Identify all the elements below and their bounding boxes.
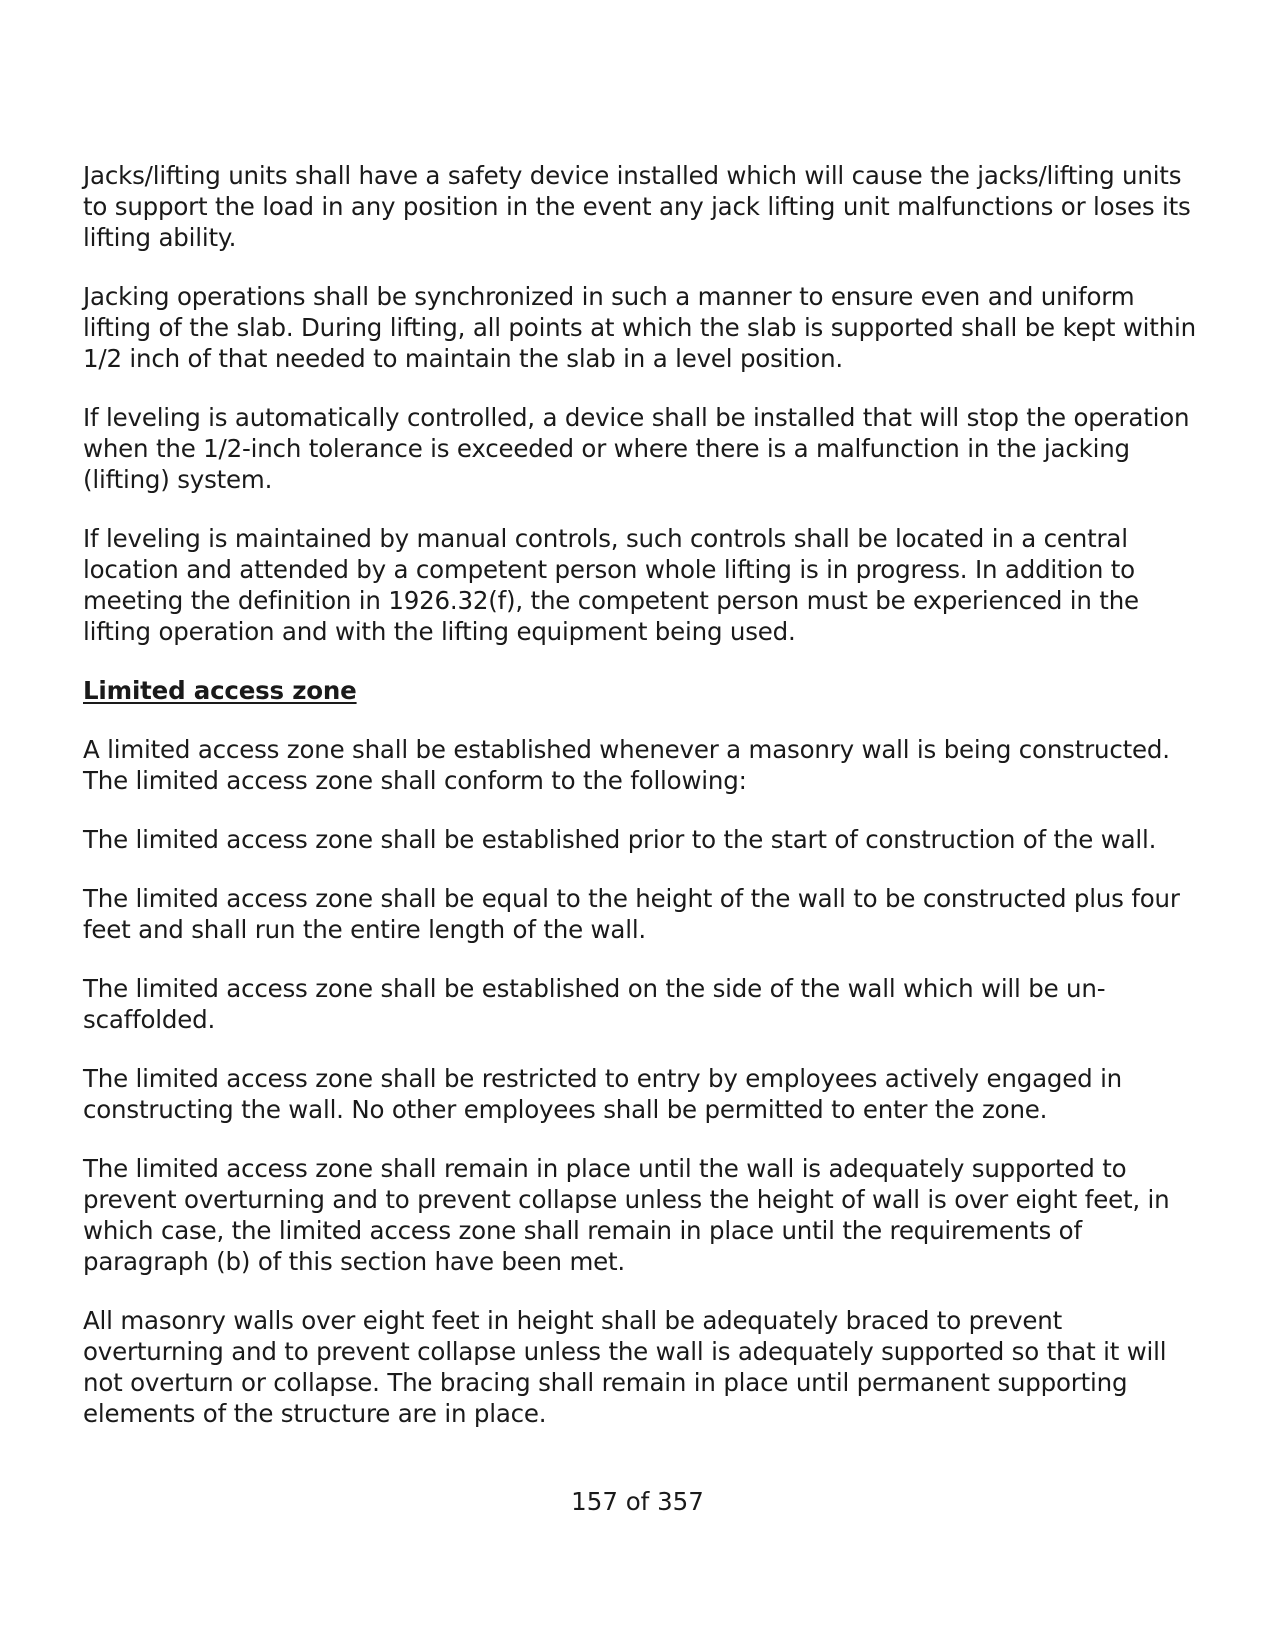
paragraph-zone-side: The limited access zone shall be established on the side of the wall which will be un-scaffolded. (83, 974, 1106, 1034)
paragraph-manual-leveling: If leveling is maintained by manual controls, such controls shall be located in a central location and attended by a competent person whole lifting is in progress. In addition to meeting the definition in 1926.32(f), the competent person must be experienced in the lifting operation and with the lifting equipment being used. (83, 524, 1139, 646)
paragraph-wall-bracing: All masonry walls over eight feet in height shall be adequately braced to prevent overturning and to prevent collapse unless the wall is adequately supported so that it will not overturn or collapse. The bracing shall remain in place until permanent supporting elements of the structure are in place. (83, 1306, 1167, 1428)
paragraph-zone-dimensions: The limited access zone shall be equal to the height of the wall to be constructed plus four feet and shall run the entire length of the wall. (83, 884, 1180, 944)
paragraph-zone-timing: The limited access zone shall be established prior to the start of construction of the wall. (83, 825, 1157, 854)
paragraph-zone-entry-restriction: The limited access zone shall be restricted to entry by employees actively engaged in constructing the wall. No other employees shall be permitted to enter the zone. (83, 1064, 1123, 1124)
section-heading-limited-access-zone: Limited access zone (83, 676, 357, 705)
page-number: 157 of 357 (571, 1487, 704, 1516)
page-content (83, 160, 1203, 1457)
paragraph-automatic-leveling: If leveling is automatically controlled, a device shall be installed that will stop the operation when the 1/2-inch tolerance is exceeded or where there is a malfunction in the jacking (lifting) system. (83, 403, 1190, 494)
paragraph-jacking-synchronization: Jacking operations shall be synchronized in such a manner to ensure even and uniform lifting of the slab. During lifting, all points at which the slab is supported shall be kept within 1/2 inch of that needed to maintain the slab in a level position. (83, 282, 1196, 373)
paragraph-zone-establishment: A limited access zone shall be established whenever a masonry wall is being constructed. The limited access zone shall conform to the following: (83, 735, 1170, 795)
paragraph-zone-duration: The limited access zone shall remain in place until the wall is adequately supported to prevent overturning and to prevent collapse unless the height of wall is over eight feet, in which case, the limited access zone shall remain in place until the requirements of paragraph (b) of this section have been met. (83, 1154, 1170, 1276)
paragraph-jack-safety-device: Jacks/lifting units shall have a safety device installed which will cause the jacks/lifting units to support the load in any position in the event any jack lifting unit malfunctions or loses its lifting ability. (83, 161, 1191, 252)
